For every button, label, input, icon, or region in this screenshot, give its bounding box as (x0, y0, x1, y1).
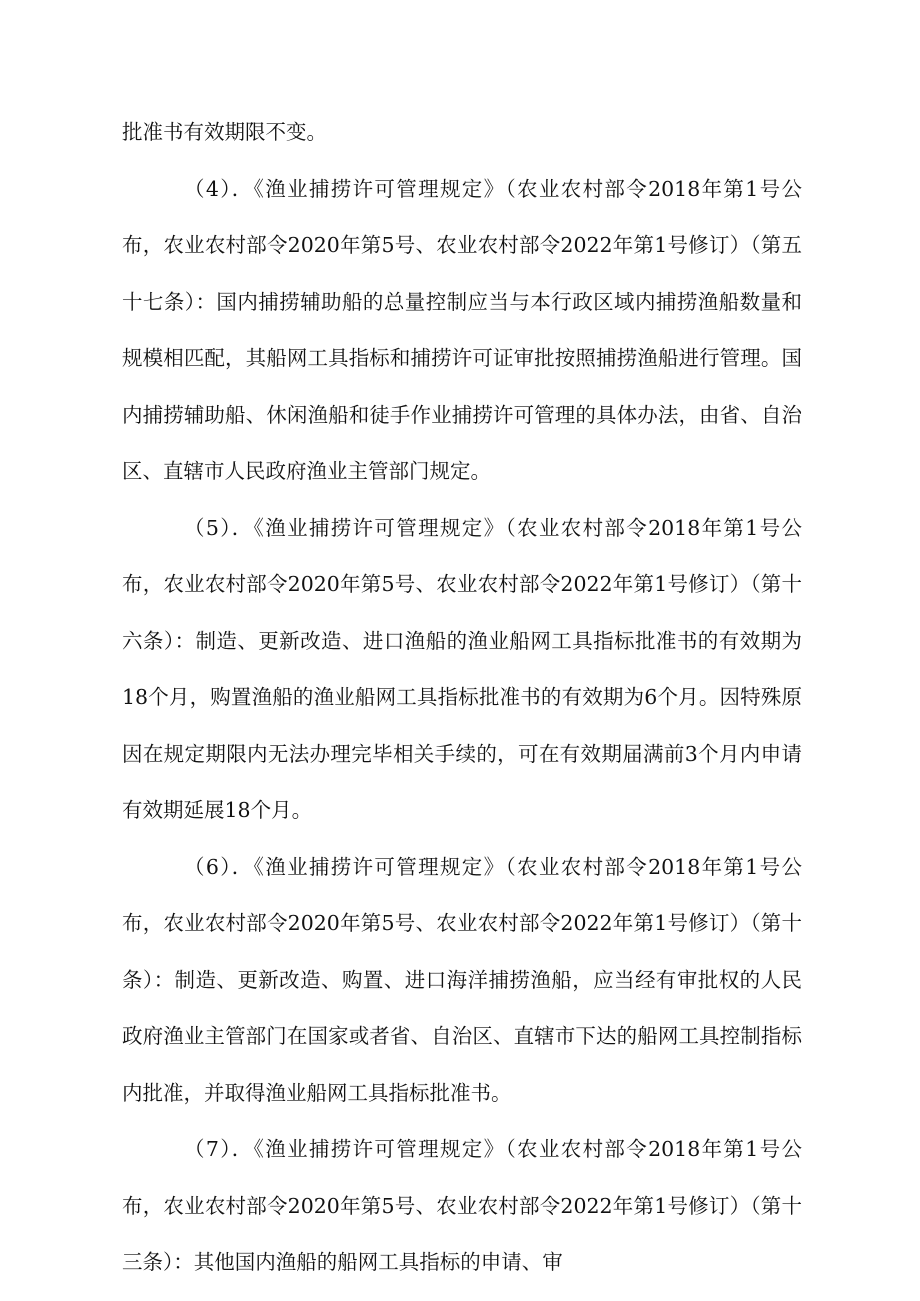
paragraph-continuation: 批准书有效期限不变。 (122, 120, 327, 144)
paragraph-item-5: （5）．《渔业捕捞许可管理规定》（农业农村部令2018年第1号公布，农业农村部令2020年第5号、农业农村部令2022年第1号修订）（第十六条）：制造、更新改造、进口渔船的渔业船网工具指标批准书的有效期为18个月，购置渔船的渔业船网工具指标批准书的有效期为6个月。因特殊原因在规定期限内无法办理完毕相关手续的，可在有效期届满前3个月内申请有效期延展18个月。 (122, 515, 802, 822)
paragraph-item-4: （4）．《渔业捕捞许可管理规定》（农业农村部令2018年第1号公布，农业农村部令2020年第5号、农业农村部令2022年第1号修订）（第五十七条）：国内捕捞辅助船的总量控制应当与本行政区域内捕捞渔船数量和规模相匹配，其船网工具指标和捕捞许可证审批按照捕捞渔船进行管理。国内捕捞辅助船、休闲渔船和徒手作业捕捞许可管理的具体办法，由省、自治区、直辖市人民政府渔业主管部门规定。 (122, 176, 802, 483)
document-body (122, 104, 802, 1291)
paragraph-item-7: （7）．《渔业捕捞许可管理规定》（农业农村部令2018年第1号公布，农业农村部令2020年第5号、农业农村部令2022年第1号修订）（第十三条）：其他国内渔船的船网工具指标的申请、审 (122, 1137, 802, 1274)
paragraph-item-6: （6）．《渔业捕捞许可管理规定》（农业农村部令2018年第1号公布，农业农村部令2020年第5号、农业农村部令2022年第1号修订）（第十条）：制造、更新改造、购置、进口海洋捕捞渔船，应当经有审批权的人民政府渔业主管部门在国家或者省、自治区、直辖市下达的船网工具控制指标内批准，并取得渔业船网工具指标批准书。 (122, 854, 802, 1105)
